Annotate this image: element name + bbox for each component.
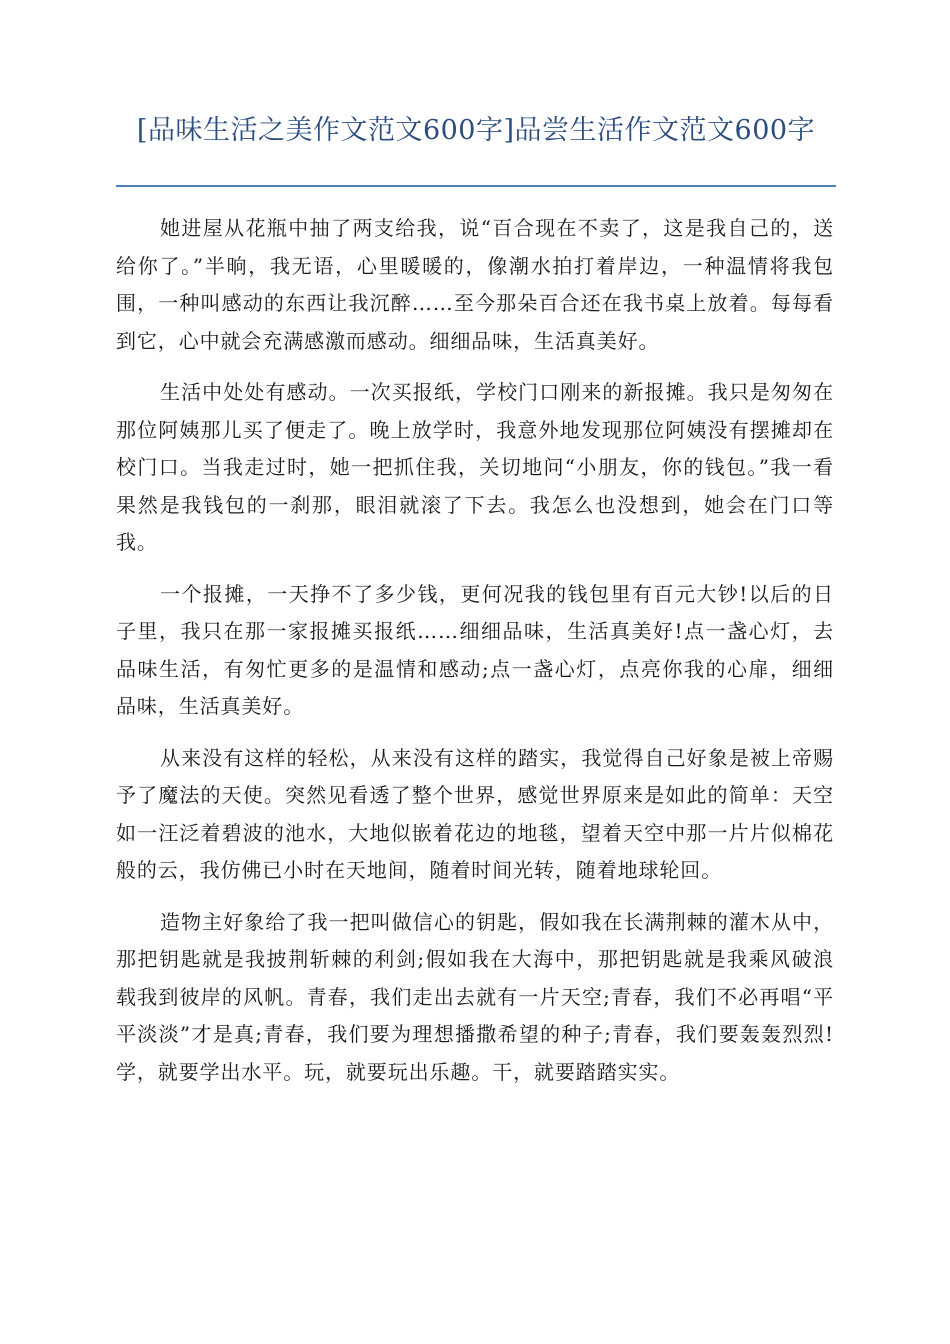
paragraph-2: 生活中处处有感动。一次买报纸，学校门口刚来的新报摊。我只是匆匆在那位阿姨那儿买了便走了。晚上放学时，我意外地发现那位阿姨没有摆摊却在校门口。当我走过时，她一把抓住我，关切地问“小朋友，你的钱包。”我一看果然是我钱包的一刹那，眼泪就滚了下去。我怎么也没想到，她会在门口等我。 [116,380,834,554]
paragraph-4: 从来没有这样的轻松，从来没有这样的踏实，我觉得自己好象是被上帝赐予了魔法的天使。突然见看透了整个世界，感觉世界原来是如此的简单：天空如一汪泛着碧波的池水，大地似嵌着花边的地毯，望着天空中那一片片似棉花般的云，我仿佛已小时在天地间，随着时间光转，随着地球轮回。 [116,745,834,882]
document-body [116,210,834,1105]
paragraph-5: 造物主好象给了我一把叫做信心的钥匙，假如我在长满荆棘的灌木从中，那把钥匙就是我披荆斩棘的利剑;假如我在大海中，那把钥匙就是我乘风破浪载我到彼岸的风帆。青春，我们走出去就有一片天空;青春，我们不必再唱“平平淡淡”才是真;青春，我们要为理想播撒希望的种子;青春，我们要轰轰烈烈!学，就要学出水平。玩，就要玩出乐趣。干，就要踏踏实实。 [116,909,834,1084]
document-title: [品味生活之美作文范文600字]品尝生活作文范文600字 [136,115,816,146]
title-divider [116,185,836,187]
paragraph-3: 一个报摊，一天挣不了多少钱，更何况我的钱包里有百元大钞!以后的日子里，我只在那一家报摊买报纸……细细品味，生活真美好!点一盏心灯，去品味生活，有匆忙更多的是温情和感动;点一盏心灯，点亮你我的心扉，细细品味，生活真美好。 [116,581,834,718]
paragraph-1: 她进屋从花瓶中抽了两支给我，说“百合现在不卖了，这是我自己的，送给你了。”半晌，我无语，心里暖暖的，像潮水拍打着岸边，一种温情将我包围，一种叫感动的东西让我沉醉……至今那朵百合还在我书桌上放着。每每看到它，心中就会充满感激而感动。细细品味，生活真美好。 [116,216,834,353]
